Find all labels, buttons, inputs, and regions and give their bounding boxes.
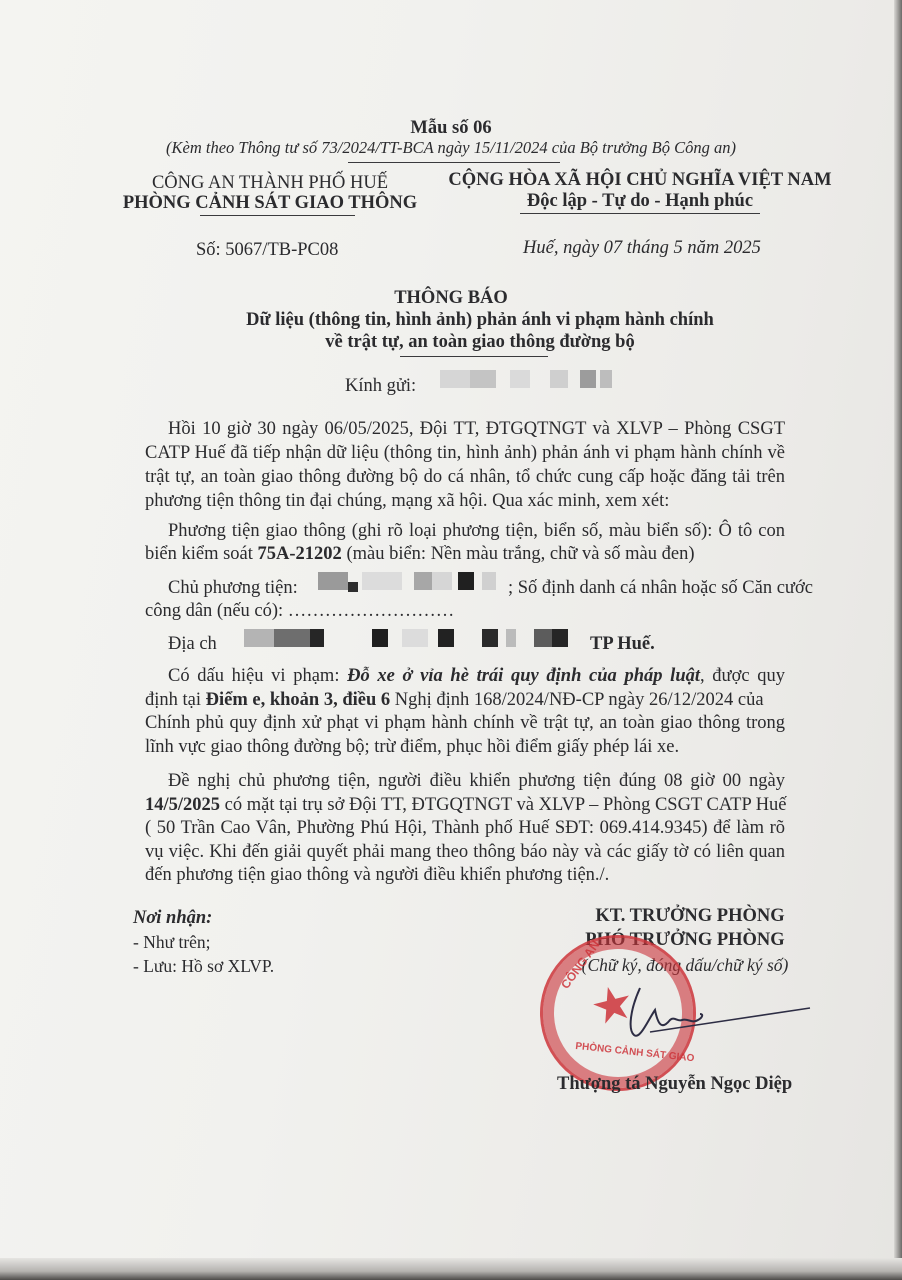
para6-line3: ( 50 Trần Cao Vân, Phường Phú Hội, Thành phố Huế SĐT: 069.414.9345) để làm rõ (145, 818, 785, 838)
para5-line3: Chính phủ quy định xử phạt vi phạm hành chính về trật tự, an toàn giao thông trong (145, 713, 785, 733)
para5-line4: lĩnh vực giao thông đường bộ; trừ điểm, phục hồi điểm giấy phép lái xe. (145, 737, 680, 757)
plate-color: (màu biển: Nền màu trắng, chữ và số màu đen) (341, 544, 695, 564)
paper-edge-right (894, 0, 902, 1280)
address-city: TP Huế. (590, 634, 655, 654)
redacted-address (244, 629, 584, 647)
recipient-item: - Như trên; (133, 932, 211, 952)
para1-line3: trật tự, an toàn giao thông đường bộ do cá nhân, tổ chức cung cấp hoặc đăng tải trên (145, 467, 785, 487)
para1-line2: CATP Huế đã tiếp nhận dữ liệu (thông tin, hình ảnh) phản ánh vi phạm hành chính về (145, 443, 785, 463)
form-reference: (Kèm theo Thông tư số 73/2024/TT-BCA ngày 15/11/2024 của Bộ trưởng Bộ Công an) (166, 138, 736, 157)
signer-name: Thượng tá Nguyễn Ngọc Diệp (557, 1074, 793, 1094)
seal-star-icon: ★ (585, 974, 640, 1037)
para5-line1 (168, 665, 785, 687)
issuer-underline (200, 215, 355, 216)
title-underline (400, 356, 548, 357)
para6-line2 (145, 794, 787, 816)
legal-clause: Điểm e, khoản 3, điều 6 (205, 690, 391, 710)
header-divider (348, 162, 560, 163)
greeting-label: Kính gửi: (345, 376, 417, 396)
owner-label: Chủ phương tiện: (168, 578, 298, 598)
address-label: Địa ch (168, 634, 217, 654)
para6-line1: Đề nghị chủ phương tiện, người điều khiển phương tiện đúng 08 giờ 00 ngày (168, 771, 785, 791)
owner-id-label: ; Số định danh cá nhân hoặc số Căn cước (508, 578, 813, 598)
document-subtitle-1: Dữ liệu (thông tin, hình ảnh) phản ánh vi phạm hành chính (246, 310, 714, 330)
para2-line1: Phương tiện giao thông (ghi rõ loại phương tiện, biển số, màu biển số): Ô tô con (168, 521, 785, 541)
para1-line4: phương tiện thông tin đại chúng, mạng xã hội. Qua xác minh, xem xét: (145, 491, 670, 511)
violation-suffix: , được quy (700, 666, 785, 686)
issuer-line2: PHÒNG CẢNH SÁT GIAO THÔNG (122, 193, 418, 213)
violation-prefix: Có dấu hiệu vi phạm: (168, 666, 348, 686)
seal-top-text: CÔNG AN (558, 937, 603, 992)
nation-motto: Độc lập - Tự do - Hạnh phúc (526, 191, 754, 211)
redacted-recipient (440, 370, 610, 388)
violation-description: Đỗ xe ở vỉa hè trái quy định của pháp luật (347, 666, 700, 686)
para2-line2 (145, 543, 695, 565)
para1-line1: Hồi 10 giờ 30 ngày 06/05/2025, Đội TT, ĐTGQTNGT và XLVP – Phòng CSGT (168, 419, 785, 439)
issuer-line1: CÔNG AN THÀNH PHỐ HUẾ (151, 173, 389, 193)
plate-prefix: biển kiểm soát (145, 544, 258, 564)
para5-line2 (145, 689, 764, 711)
recipient-item: - Lưu: Hồ sơ XLVP. (133, 956, 275, 976)
motto-underline (520, 213, 760, 214)
owner-id-line: công dân (nếu có): ……………………… (145, 601, 455, 621)
redacted-owner (318, 572, 502, 590)
para6-line4: vụ việc. Khi đến giải quyết phải mang theo thông báo này và các giấy tờ có liên quan (145, 842, 785, 862)
form-number: Mẫu số 06 (410, 118, 492, 138)
handwritten-signature (600, 980, 820, 1050)
recipients-heading: Nơi nhận: (133, 908, 213, 928)
clause-prefix: định tại (145, 690, 206, 710)
appointment-place: có mặt tại trụ sở Đội TT, ĐTGQTNGT và XLVP – Phòng CSGT CATP Huế (220, 795, 787, 815)
license-plate: 75A-21202 (257, 544, 342, 564)
place-date: Huế, ngày 07 tháng 5 năm 2025 (523, 238, 761, 258)
signature-title-2: PHÓ TRƯỞNG PHÒNG (585, 930, 785, 950)
document-title: THÔNG BÁO (394, 288, 508, 308)
document-number: Số: 5067/TB-PC08 (196, 240, 339, 260)
signature-note: (Chữ ký, đóng dấu/chữ ký số) (581, 955, 789, 975)
seal-bottom-text: PHÒNG CẢNH SÁT GIAO (574, 1040, 695, 1065)
appointment-date: 14/5/2025 (145, 795, 221, 815)
paper-edge-bottom (0, 1258, 902, 1280)
decree-reference: Nghị định 168/2024/NĐ-CP ngày 26/12/2024 của (390, 690, 764, 710)
document-subtitle-2: về trật tự, an toàn giao thông đường bộ (325, 332, 635, 352)
nation-line1: CỘNG HÒA XÃ HỘI CHỦ NGHĨA VIỆT NAM (448, 170, 832, 190)
para6-line5: đến phương tiện giao thông và người điều khiển phương tiện./. (145, 865, 610, 885)
signature-title-1: KT. TRƯỞNG PHÒNG (595, 906, 785, 926)
